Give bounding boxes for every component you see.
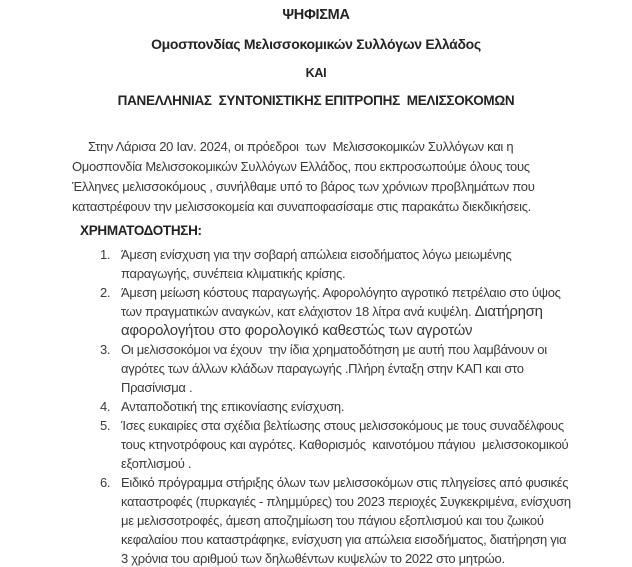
federation-subtitle: Ομοσπονδίας Μελισσοκομικών Συλλόγων Ελλάδος [151, 36, 481, 52]
resolution-title: ΨΗΦΙΣΜΑ [282, 7, 350, 23]
demand-item-6 [100, 473, 575, 567]
funding-section-heading: ΧΡΗΜΑΤΟΔΟΤΗΣΗ: [80, 223, 202, 238]
intro-paragraph: Στην Λάρισα 20 Ιαν. 2024, οι πρόεδροι των Μελισσοκομικών Συλλόγων και η Ομοσπονδία Μελισσοκομικών Συλλόγων Ελλάδος, που εκπροσωπούμε όλους τους Έλληνες μελισσοκόμους , συνήλθαμε υπό το βάρος των χρόνιων προβλημάτων που καταστρέφουν την μελισσοκομεία και συναποφασίσαμε στις παρακάτω διεκδικήσεις. [72, 139, 538, 214]
demand-item-1 [100, 245, 572, 283]
demand-item-5 [100, 416, 572, 473]
demand-item-4 [100, 397, 572, 416]
demand-item-3 [100, 340, 572, 397]
demand-item-text: Άμεση ενίσχυση για την σοβαρή απώλεια εισοδήματος λόγω μειωμένης παραγωγής, συνέπεια κλιματικής κρίσης. [121, 247, 515, 281]
demand-item-number: 2. [100, 285, 111, 300]
demand-item-number: 5. [100, 418, 111, 433]
demand-list [0, 245, 632, 567]
demand-item-text-normal: Άμεση μείωση κόστους παραγωγής. Αφορολόγητο αγροτικό πετρέλαιο στο ύψος των πραγματικών αναγκών, κατ ελάχιστον 18 λίτρα ανά κυψέλη. [121, 285, 564, 319]
demand-item-2 [100, 283, 572, 340]
demand-item-text: Οι μελισσοκόμοι να έχουν την ίδια χρηματοδότηση με αυτή που λαμβάνουν οι αγρότες των άλλων κλάδων παραγωγής .Πλήρη ένταξη στην ΚΑΠ και στο Πρασίνισμα . [121, 342, 551, 395]
demand-item-text: Ίσες ευκαιρίες στα σχέδια βελτίωσης στους μελισσοκόμους με τους συναδέλφους τους κτηνοτρόφους και αγρότες. Καθορισμός καινοτόμου πάγιου μελισσοκομικού εξοπλισμού . [121, 418, 572, 471]
demand-item-text [121, 283, 572, 340]
demand-item-text: Ειδικό πρόγραμμα στήριξης όλων των μελισσοκόμων στις πληγείσες από φυσικές καταστροφές (πυρκαγιές - πλημμύρες) του 2023 περιοχές Συγκεκριμένα, ενίσχυση με μελισσοτροφές, άμεση αποζημίωση του πάγιου εξοπλισμού και του ζωικού κεφαλαίου που καταστράφηκε, ενίσχυση για απώλεια εισοδήματος, διατήρηση για 3 χρόνια του αριθμού των δηλωθέντων κυψελών το 2022 στο μητρώο. [121, 475, 575, 566]
demand-item-number: 1. [100, 247, 111, 262]
demand-item-number: 4. [100, 399, 111, 414]
and-connector: ΚΑΙ [305, 66, 327, 80]
demand-item-text-emphasized: Διατήρηση αφορολογήτου στο φορολογικό καθεστώς των αγροτών [121, 303, 547, 339]
committee-subtitle: ΠΑΝΕΛΛΗΝΙΑΣ ΣΥΝΤΟΝΙΣΤΙΚΗΣ ΕΠΙΤΡΟΠΗΣ ΜΕΛΙΣΣΟΚΟΜΩΝ [117, 93, 515, 108]
demand-item-number: 3. [100, 342, 111, 357]
demand-item-text: Ανταποδοτική της επικονίασης ενίσχυση. [121, 399, 345, 414]
demand-item-number: 6. [100, 475, 111, 490]
